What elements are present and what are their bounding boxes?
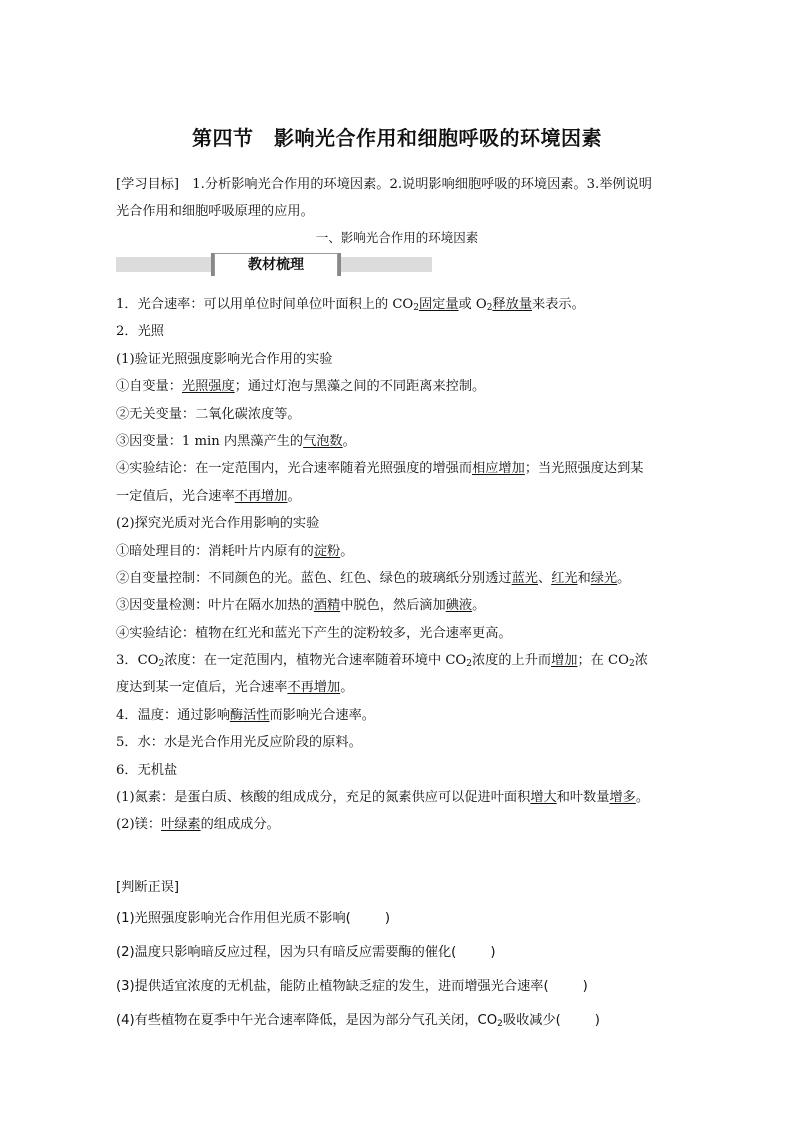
text-line: 1．光合速率：可以用单位时间单位叶面积上的 $CO_2$固定量或 $O_2$释放量来表示。 [116, 297, 585, 313]
text-line: 5．水：水是光合作用光反应阶段的原料。 [116, 735, 362, 751]
text-line: 2．光照 [116, 324, 164, 340]
section-heading: 一、影响光合作用的环境因素 [315, 230, 479, 245]
objectives-text: 1.分析影响光合作用的环境因素。2.说明影响细胞呼吸的环境因素。3.举例说明 [179, 177, 652, 192]
text-line: 一定值后，光合速率不再增加。 [116, 488, 301, 504]
judge-item: (3)提供适宜浓度的无机盐，能防止植物缺乏症的发生，进而增强光合速率( ) [116, 979, 588, 994]
text-line: ①自变量：光照强度；通过灯泡与黑藻之间的不同距离来控制。 [116, 379, 486, 395]
section-banner-tab: 教材梳理 [214, 253, 338, 276]
text-line: ④实验结论：植物在红光和蓝光下产生的淀粉较多，光合速率更高。 [116, 625, 512, 641]
judge-item: (1)光照强度影响光合作用但光质不影响( ) [116, 911, 390, 926]
text-line: (2)探究光质对光合作用影响的实验 [116, 516, 320, 532]
page-title: 第四节 影响光合作用和细胞呼吸的环境因素 [192, 126, 602, 150]
text-line: ③因变量检测：叶片在隔水加热的酒精中脱色，然后滴加碘液。 [116, 598, 486, 614]
text-line: (1)验证光照强度影响光合作用的实验 [116, 351, 333, 367]
judge-item: (4)有些植物在夏季中午光合速率降低，是因为部分气孔关闭，$CO_2$吸收减少( ) [116, 1013, 600, 1029]
objectives-text-cont: 光合作用和细胞呼吸原理的应用。 [116, 204, 314, 219]
text-line: ④实验结论：在一定范围内，光合速率随着光照强度的增强而相应增加；当光照强度达到某 [116, 461, 644, 477]
content-body [116, 291, 686, 839]
text-line: 6．无机盐 [116, 762, 178, 778]
judge-heading: [判断正误] [116, 880, 180, 895]
text-line: ③因变量：1 min 内黑藻产生的气泡数。 [116, 433, 356, 449]
learning-objectives [116, 171, 676, 225]
text-line: (1)氮素：是蛋白质、核酸的组成成分，充足的氮素供应可以促进叶面积增大和叶数量增多。 [116, 790, 649, 806]
text-line: (2)镁：叶绿素的组成成分。 [116, 817, 280, 833]
text-line: ②自变量控制：不同颜色的光。蓝色、红色、绿色的玻璃纸分别透过蓝光、红光和绿光。 [116, 570, 631, 586]
text-line: ①暗处理目的：消耗叶片内原有的淀粉。 [116, 543, 354, 559]
text-line: 3．$CO_2$浓度：在一定范围内，植物光合速率随着环境中 $CO_2$浓度的上升而增加；在 $CO_2$浓 [116, 653, 648, 670]
text-line: 4．温度：通过影响酶活性而影响光合速率。 [116, 707, 375, 723]
text-line: 度达到某一定值后，光合速率不再增加。 [116, 680, 354, 696]
text-line: ②无关变量：二氧化碳浓度等。 [116, 406, 301, 422]
true-false-section [116, 874, 686, 1038]
objectives-label: [学习目标] [116, 177, 180, 192]
judge-item: (2)温度只影响暗反应过程，因为只有暗反应需要酶的催化( ) [116, 945, 496, 960]
